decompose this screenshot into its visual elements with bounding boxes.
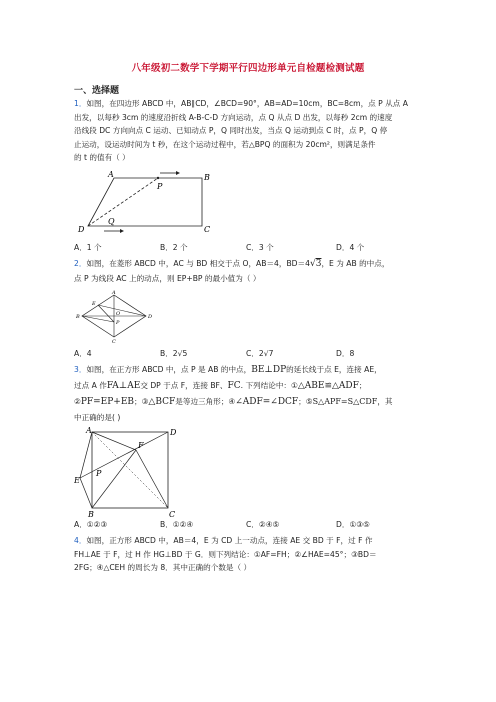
label-p: P <box>116 320 120 326</box>
page-title: 八年级初二数学下学期平行四边形单元自检题检测试题 <box>131 63 365 74</box>
question-text: . 下列结论中：① <box>240 381 298 390</box>
question-text: 是等边三角形；④ <box>175 397 236 406</box>
label-d: D <box>170 428 177 437</box>
label-c: C <box>204 225 211 234</box>
arrow-p-head <box>176 171 180 175</box>
label-q: Q <box>108 217 115 226</box>
question-number: 4． <box>74 536 87 545</box>
question-text: ，其 <box>377 397 393 406</box>
question-number: 2． <box>74 259 87 268</box>
arrow-q-head <box>120 229 124 233</box>
segment-bf <box>92 450 136 508</box>
question-text: 如图，在四边形 ABCD 中，AB∥CD，∠BCD=90°，AB=AD=10cm，BC=8cm，点 P 从点 A <box>86 99 408 108</box>
label-p: P <box>96 469 102 478</box>
question-number: 3． <box>74 365 87 374</box>
option-c[interactable]: C．3 个 <box>246 243 274 252</box>
question-text: 如图，正方形 ABCD 中，AB＝4，E 为 CD 上一动点，连接 AE 交 BD 于 F，过 F 作 <box>86 536 373 545</box>
question-text: 过点 A 作 <box>74 381 107 390</box>
trapezoid-outline <box>88 178 202 226</box>
math-expr: △ABE≌△ADF <box>297 381 359 391</box>
question-text: 点 P 为线段 AC 上的动点，则 EP+BP 的最小值为（ ） <box>74 273 261 283</box>
label-c: C <box>112 339 116 344</box>
math-expr: FA⊥AE <box>106 381 141 391</box>
segment-eb <box>80 478 92 508</box>
option-d[interactable]: D．①③⑤ <box>336 520 370 529</box>
label-a: A <box>112 290 116 296</box>
label-e: E <box>92 301 96 307</box>
question-text: 的 t 的值有（ ） <box>74 153 130 163</box>
option-b[interactable]: B．2√5 <box>160 349 188 358</box>
question-text: 出发，以每秒 3cm 的速度沿折线 A-B-C-D 方向运动，点 Q 从点 D 出发，以每秒 2cm 的速度 <box>74 112 393 122</box>
question-text: ； <box>358 381 367 390</box>
label-o: O <box>116 311 121 317</box>
label-a: A <box>86 426 92 435</box>
question-text: 中正确的是( ) <box>74 413 121 422</box>
question-4 <box>74 534 424 575</box>
question-2: 2．如图，在菱形 ABCD 中，AC 与 BD 相交于点 O，AB＝4，BD＝4√3，E 为 AB 的中点， 点 P 为线段 AC 上的动点，则 EP+BP 的最小值为（ ） <box>74 257 424 285</box>
label-e: E <box>74 476 80 485</box>
figure-q1 <box>74 168 214 234</box>
point-p <box>157 177 159 179</box>
question-text: ，E 为 AB 的中点， <box>321 259 390 268</box>
segment-ed <box>80 432 168 478</box>
option-c[interactable]: C．②④⑤ <box>246 520 280 529</box>
label-c: C <box>169 510 176 518</box>
math-expr: PF=EP+EB <box>80 397 135 407</box>
label-f: F <box>138 441 144 450</box>
question-text: FH⊥AE 于 F，过 H 作 HG⊥BD 于 G．则下列结论：①AF=FH；②∠HAE=45°；③BD＝ <box>74 549 377 559</box>
question-number: 1． <box>74 99 87 108</box>
option-c[interactable]: C．2√7 <box>246 349 274 358</box>
option-a[interactable]: A．1 个 <box>74 243 102 252</box>
segment-ed <box>98 305 146 316</box>
sqrt-value: 3 <box>315 259 322 269</box>
question-text: ；⑤ <box>298 397 313 406</box>
option-d[interactable]: D．4 个 <box>336 243 365 252</box>
label-b: B <box>204 173 210 182</box>
label-a: A <box>108 170 114 179</box>
label-d: D <box>78 225 85 234</box>
question-text: 止运动，设运动时间为 t 秒，在这个运动过程中，若△BPQ 的面积为 20cm²，则满足条件 <box>74 139 376 149</box>
figure-q2 <box>74 290 164 344</box>
option-b[interactable]: B．①②④ <box>160 520 194 529</box>
segment-af <box>92 432 136 450</box>
question-text: ；③ <box>134 397 149 406</box>
segment-pq <box>88 178 158 226</box>
question-1 <box>74 97 424 165</box>
segment-ae <box>80 432 92 478</box>
math-expr: ∠ADF=∠DCF <box>235 397 299 407</box>
label-b: B <box>76 314 80 320</box>
option-d[interactable]: D．8 <box>336 349 355 358</box>
question-text: 如图，在正方形 ABCD 中，点 P 是 AB 的中点， <box>86 365 252 374</box>
label-p: P <box>157 182 163 191</box>
segment-cf <box>136 450 168 508</box>
diagonal <box>92 432 168 508</box>
math-expr: △BCF <box>148 397 176 407</box>
math-expr: BE⊥DP <box>251 365 287 375</box>
label-d: D <box>148 314 153 320</box>
question-text: 沿线段 DC 方向向点 C 运动、已知动点 P，Q 同时出发，当点 Q 运动到点 C 时，点 P，Q 停 <box>74 126 388 136</box>
question-text: 的延长线于点 E，连接 AE， <box>286 365 382 374</box>
option-a[interactable]: A．①②③ <box>74 520 108 529</box>
figure-q3 <box>74 426 184 518</box>
math-expr: S△APF=S△CDF <box>312 397 378 406</box>
question-3 <box>74 362 424 425</box>
question-text: 2FG；④△CEH 的周长为 8．其中正确的个数是（ ） <box>74 563 252 573</box>
question-text: 如图，在菱形 ABCD 中，AC 与 BD 相交于点 O，AB＝4，BD＝4 <box>86 259 310 268</box>
question-text: ② <box>74 397 81 406</box>
question-text: 交 DP 于点 F，连接 BF、 <box>140 381 228 390</box>
math-expr: FC <box>227 381 241 391</box>
option-b[interactable]: B．2 个 <box>160 243 188 252</box>
section-heading: 一、选择题 <box>74 86 120 96</box>
option-a[interactable]: A．4 <box>74 349 92 358</box>
label-b: B <box>88 510 94 518</box>
